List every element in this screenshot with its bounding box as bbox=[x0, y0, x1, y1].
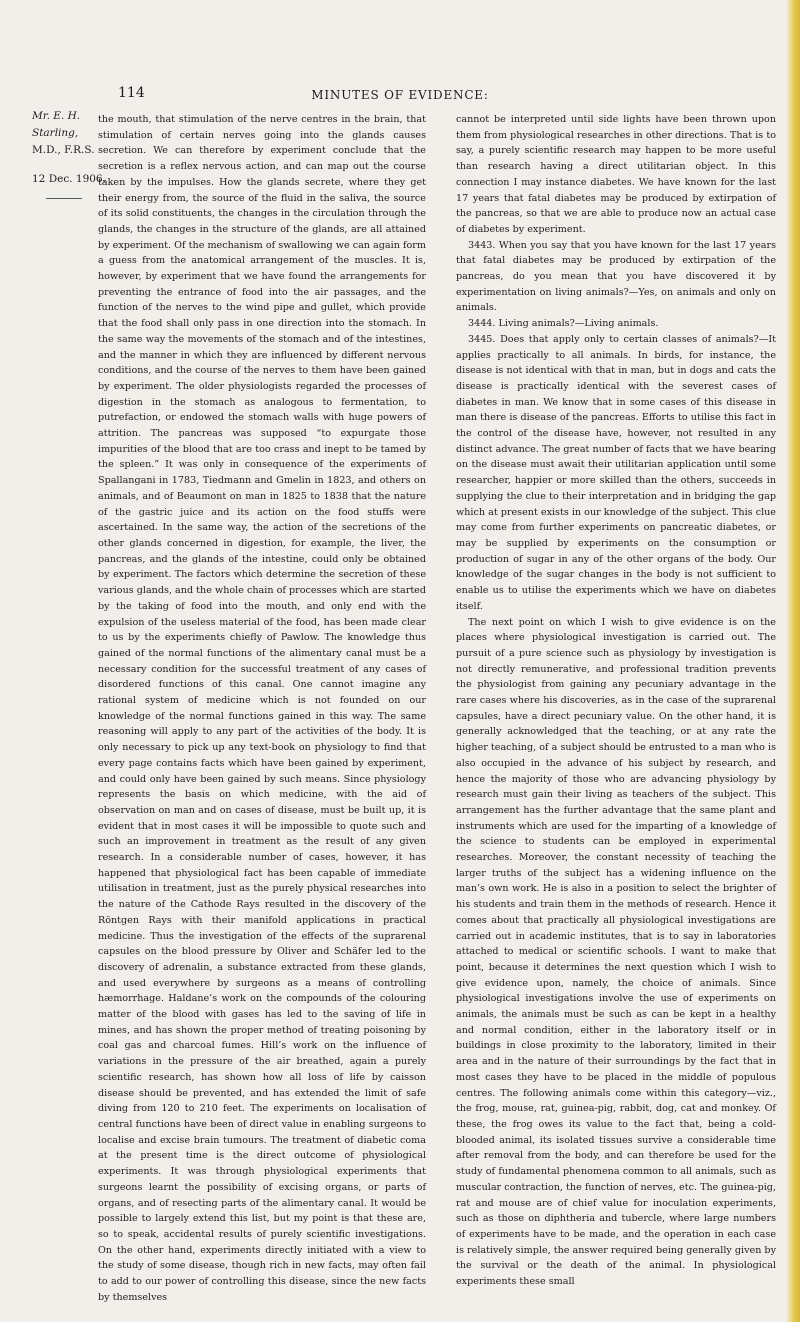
witness-degrees: M.D., F.R.S. bbox=[32, 144, 95, 156]
question-3444: 3444. Living animals?—Living animals. bbox=[468, 318, 659, 330]
question-3445: 3445. Does that apply only to certain classes of animals?—It applies practically to all animals. In birds, for instance, the disease is not identical with that in man, but in dogs and cats the disease is practically identical with the severest cases of diabetes in man. We know that in some cases of this disease in man there is disease of the pancreas. Efforts to utilise this fact in the control of the disease have, however, not resulted in any distinct advance. The great number of facts that we have bearing on the disease must await their utilitarian application until some researcher, happier or more skilled than the others, succeeds in supplying the clue to their interpretation and in bridging the gap which at present exists in our knowledge of the subject. This clue may come from further experiments on pancreatic diabetes, or may be supplied by experiments on the consumption or production of sugar in any of the other organs of the body. Our knowledge of the sugar changes in the body is not sufficient to enable us to utilise the experiments which we have on diabetes itself. bbox=[456, 333, 776, 612]
witness-margin-note bbox=[32, 108, 106, 199]
page-edge-decoration bbox=[786, 0, 800, 1322]
right-column bbox=[456, 112, 776, 1290]
page-number: 114 bbox=[118, 85, 145, 101]
witness-surname: Starling, bbox=[32, 127, 79, 139]
paragraph: the mouth, that stimulation of the nerve centres in the brain, that stimulation of certain nerves going into the glands causes secretion. We can therefore by experiment conclude that the secretion is a reflex nervous action, and can map out the course taken by the impulses. How the glands secrete, where they get their energy from, the source of the fluid in the saliva, the source of its solid constituents, the changes in the circulation through the glands, the changes in the structure of the glands, are all attained by experiment. Of the mechanism of swallowing we can again form a guess from the anatomical arrangement of the muscles. It is, however, by experiment that we have found the arrangements for preventing the entrance of food into the air passages, and the function of the nerves to the wind pipe and gullet, which provide that the food shall only pass in one direction into the stomach. In the same way the movements of the stomach and of the intestines, and the manner in which they are influenced by different nervous conditions, and the course of the nerves to them have been gained by experiment. The older physiologists regarded the processes of digestion in the stomach as analogous to fermentation, to putrefaction, or endowed the stomach walls with huge powers of attrition. The pancreas was supposed “to expurgate those impurities of the blood that are too crass and inept to be tamed by the spleen.” It was only in consequence of the experiments of Spallangani in 1783, Tiedmann and Gmelin in 1823, and others on animals, and of Beaumont on man in 1825 to 1838 that the nature of the gastric juice and its action on the food stuffs were ascertained. In the same way, the action of the secretions of the other glands concerned in digestion, for example, the liver, the pancreas, and the glands of the intestine, could only be obtained by experiment. The factors which determine the secretion of these various glands, and the whole chain of processes which are started by the taking of food into the mouth, and only end with the expulsion of the useless material of the food, has been made clear to us by the experiments chiefly of Pawlow. The knowledge thus gained of the normal functions of the alimentary canal must be a necessary condition for the successful treatment of any cases of disordered functions of this canal. One cannot imagine any rational system of medicine which is not founded on our knowledge of the normal functions gained in this way. The same reasoning will apply to any part of the activities of the body. It is only necessary to pick up any text-book on physiology to find that every page contains facts which have been gained by experiment, and could only have been gained by such means. Since physiology represents the basis on which medicine, with the aid of observation on man and on cases of disease, must be built up, it is evident that in most cases it will be impossible to quote such and such an improvement in treatment as the result of any given research. In a considerable number of cases, however, it has happened that physiological fact has been capable of immediate utilisation in treatment, just as the purely physical researches into the nature of the Cathode Rays resulted in the discovery of the Röntgen Rays with their manifold applications in practical medicine. Thus the investigation of the effects of the suprarenal capsules on the blood pressure by Oliver and Schäfer led to the discovery of adrenalin, a substance extracted from these glands, and used everywhere by surgeons as a means of controlling hæmorrhage. Haldane’s work on the compounds of the colouring matter of the blood with gases has led to the saving of life in mines, and has shown the proper method of treating poisoning by coal gas and charcoal fumes. Hill’s work on the influence of variations in the pressure of the air breathed, again a purely scientific research, has shown how all loss of life by caisson disease should be prevented, and has extended the limit of safe diving from 120 to 210 feet. The experiments on localisation of central functions have been of direct value in enabling surgeons to localise and excise brain tumours. The treatment of diabetic coma at the present time is the direct outcome of physiological experiments. It was through physiological experiments that surgeons learnt the possibility of excising organs, or parts of organs, and of resecting parts of the alimentary canal. It would be possible to largely extend this list, but my point is that these are, so to speak, accidental results of purely scientific investigations. On the other hand, experiments directly initiated with a view to the study of some disease, though rich in new facts, may often fail to add to our power of controlling this disease, since the new facts by themselves bbox=[98, 114, 426, 1303]
question-3443: 3443. When you say that you have known for the last 17 years that fatal diabetes may be produced by extirpation of the pancreas, do you mean that you have discovered it by experimentation on living animals?—Yes, on animals and only on animals. bbox=[456, 239, 776, 314]
running-head: MINUTES OF EVIDENCE: bbox=[311, 88, 489, 102]
paragraph: The next point on which I wish to give evidence is on the places where physiological investigation is carried out. The pursuit of a pure science such as physiology by investigation is not directly remunerative, and professional tradition prevents the physiologist from gaining any pecuniary advantage in the rare cases where his discoveries, as in the case of the suprarenal capsules, have a direct pecuniary value. On the other hand, it is generally acknowledged that the teaching, or at any rate the higher teaching, of a subject should be entrusted to a man who is also occupied in the advance of his subject by research, and hence the majority of those who are advancing physiology by research must gain their living as teachers of the subject. This arrangement has the further advantage that the same plant and instruments which are used for the imparting of a knowledge of the science to students can be employed in experimental researches. Moreover, the constant necessity of teaching the larger truths of the subject has a widening influence on the man’s own work. He is also in a position to select the brighter of his students and train them in the methods of research. Hence it comes about that practically all physiological investigations are carried out in academic institutes, that is to say in laboratories attached to medical or scientific schools. I want to make that point, because it determines the next question which I wish to give evidence upon, namely, the choice of animals. Since physiological investigations involve the use of experiments on animals, the animals must be such as can be kept in a healthy and normal condition, either in the laboratory itself or in buildings in close proximity to the laboratory, limited in their area and in the nature of their surroundings by the fact that in most cases they have to be placed in the middle of populous centres. The following animals come within this category—viz., the frog, mouse, rat, guinea-pig, rabbit, dog, cat and monkey. Of these, the frog owes its value to the fact that, being a cold-blooded animal, its isolated tissues survive a considerable time after removal from the body, and can therefore be used for the study of fundamental phenomena common to all animals, such as muscular contraction, the function of nerves, etc. The guinea-pig, rat and mouse are of chief value for inoculation experiments, such as those on diphtheria and tubercle, where large numbers of experiments have to be made, and the operation in each case is relatively simple, the answer required being generally given by the survival or the death of the animal. In physiological experiments these small bbox=[456, 616, 776, 1288]
left-column bbox=[98, 112, 426, 1305]
witness-name: Mr. E. H. bbox=[32, 110, 81, 122]
paragraph: cannot be interpreted until side lights have been thrown upon them from physiological researches in other directions. That is to say, a purely scientific research may happen to be more useful than research having a direct utilitarian object. In this connection I may instance diabetes. We have known for the last 17 years that fatal diabetes may be produced by extirpation of the pancreas, so that we are able to produce now an actual case of diabetes by experiment. bbox=[456, 114, 776, 235]
witness-date: 12 Dec. 1906. bbox=[32, 173, 106, 185]
margin-rule bbox=[46, 198, 82, 199]
